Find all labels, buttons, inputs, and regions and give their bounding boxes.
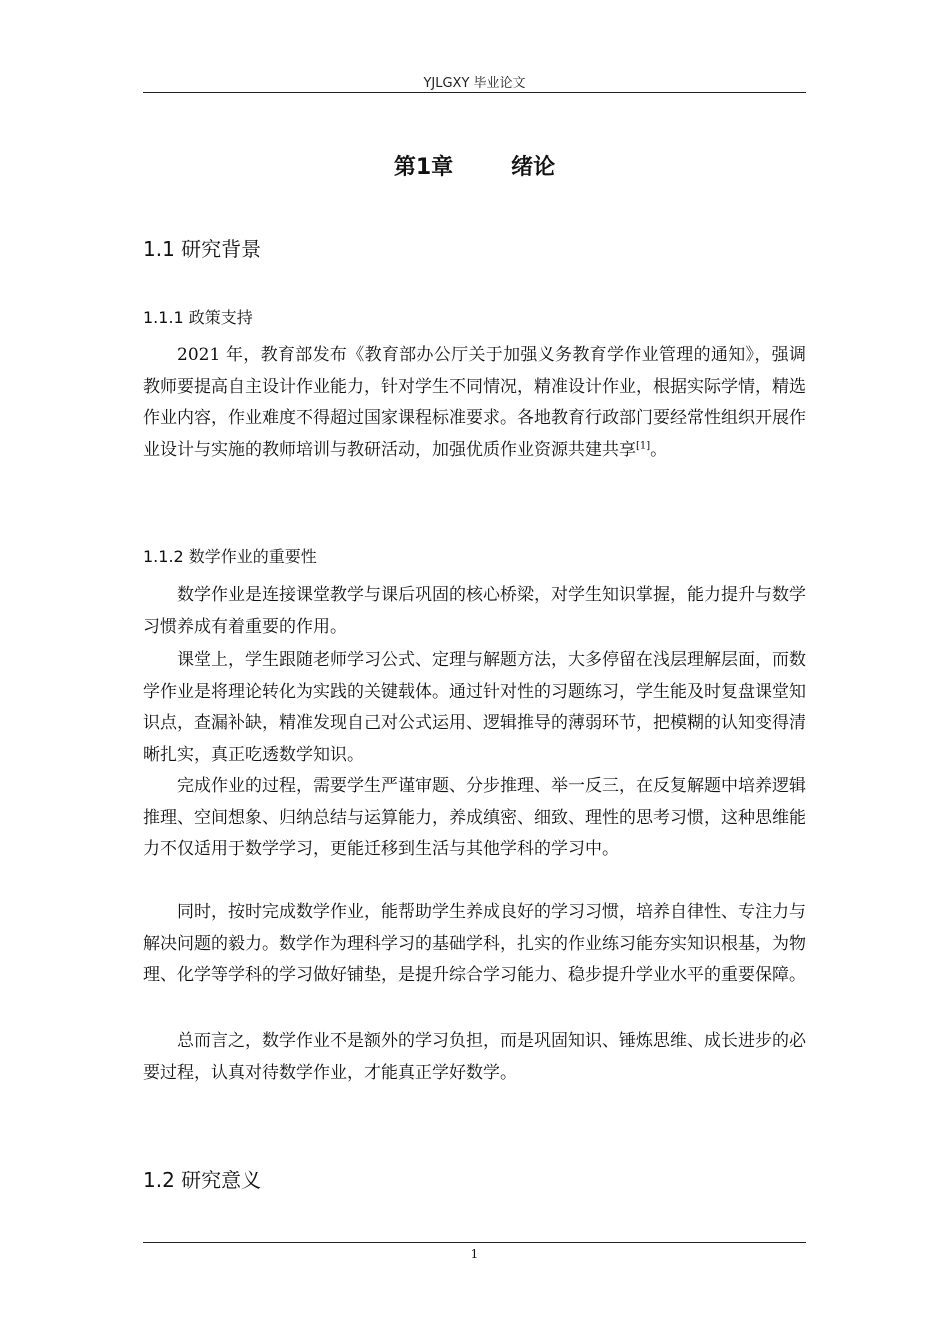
- section-heading-1-2: 1.2 研究意义: [143, 1168, 262, 1192]
- subsection-heading-1-1-1: 1.1.1 政策支持: [143, 308, 253, 327]
- running-header: YJLGXY 毕业论文: [423, 76, 526, 91]
- paragraph-importance-5: 总而言之，数学作业不是额外的学习负担，而是巩固知识、锤炼思维、成长进步的必要过程，认真对待数学作业，才能真正学好数学。: [143, 1031, 806, 1083]
- section-heading-1-1: 1.1 研究背景: [143, 237, 262, 261]
- paragraph-policy: [143, 340, 806, 466]
- page-number: 1: [470, 1247, 479, 1261]
- subsection-heading-1-1-2: 1.1.2 数学作业的重要性: [143, 547, 317, 566]
- chapter-number: 第1章: [393, 155, 454, 180]
- paragraph-importance-4: 同时，按时完成数学作业，能帮助学生养成良好的学习习惯，培养自律性、专注力与解决问题的毅力。数学作为理科学习的基础学科，扎实的作业练习能夯实知识根基，为物理、化学等学科的学习做好铺垫，是提升综合学习能力、稳步提升学业水平的重要保障。: [143, 902, 806, 985]
- paragraph-importance-3: 完成作业的过程，需要学生严谨审题、分步推理、举一反三，在反复解题中培养逻辑推理、空间想象、归纳总结与运算能力，养成缜密、细致、理性的思考习惯，这种思维能力不仅适用于数学学习，更能迁移到生活与其他学科的学习中。: [143, 776, 806, 859]
- paragraph-policy-end: 。: [650, 439, 668, 460]
- paragraph-importance-1: 数学作业是连接课堂教学与课后巩固的核心桥梁，对学生知识掌握，能力提升与数学习惯养成有着重要的作用。: [143, 585, 806, 637]
- paragraph-importance-2: 课堂上，学生跟随老师学习公式、定理与解题方法，大多停留在浅层理解层面，而数学作业是将理论转化为实践的关键载体。通过针对性的习题练习，学生能及时复盘课堂知识点，查漏补缺，精准发现自己对公式运用、逻辑推导的薄弱环节，把模糊的认知变得清晰扎实，真正吃透数学知识。: [143, 650, 806, 765]
- citation-ref: [1]: [636, 439, 651, 451]
- chapter-heading: [143, 150, 806, 181]
- paragraph-policy-text: 2021 年，教育部发布《教育部办公厅关于加强义务教育学作业管理的通知》，强调教师要提高自主设计作业能力，针对学生不同情况，精准设计作业，根据实际学情，精选作业内容，作业难度不得超过国家课程标准要求。各地教育行政部门要经常性组织开展作业设计与实施的教师培训与教研活动，加强优质作业资源共建共享: [143, 345, 806, 460]
- footer-rule: [143, 1242, 806, 1243]
- chapter-title: 绪论: [511, 155, 556, 180]
- header-rule: [143, 92, 806, 93]
